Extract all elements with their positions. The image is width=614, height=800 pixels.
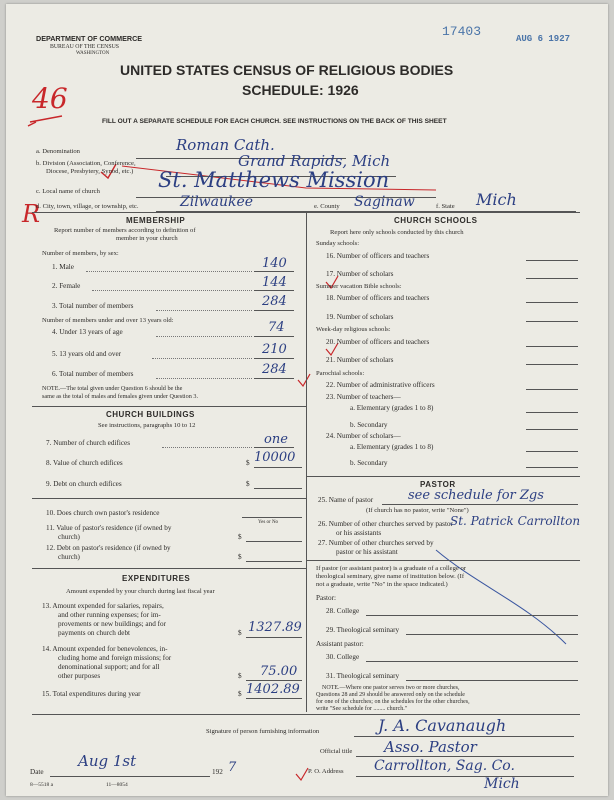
dot-leader xyxy=(156,378,252,379)
fill-instruction: FILL OUT A SEPARATE SCHEDULE FOR EACH CHURCH. SEE INSTRUCTIONS ON THE BACK OF THIS SHEET xyxy=(102,118,447,125)
pastor-note-2: Questions 28 and 29 should be answered only on the schedule xyxy=(316,692,465,698)
address-label: P. O. Address xyxy=(308,768,344,775)
q13-line-1: 13. Amount expended for salaries, repairs, xyxy=(42,602,164,610)
q15-dollar: $ xyxy=(238,690,242,698)
yes-no-hint: Yes or No xyxy=(258,520,279,525)
q12-line xyxy=(246,561,302,562)
under-13-value: 74 xyxy=(268,320,285,335)
q7-line xyxy=(254,447,294,448)
dot-leader xyxy=(92,290,252,291)
total-members-label: 3. Total number of members xyxy=(52,302,134,310)
year-value: 7 xyxy=(228,760,237,775)
serial-number: 17403 xyxy=(442,24,482,39)
q12-label-2: church) xyxy=(58,553,80,561)
address-value-2: Mich xyxy=(484,776,520,792)
city-value: Zilwaukee xyxy=(180,194,254,210)
official-title-value: Asso. Pastor xyxy=(384,738,477,756)
dot-leader xyxy=(156,310,252,311)
q14-line-3: denominational support; and for all xyxy=(58,663,160,671)
q8-value: 10000 xyxy=(254,450,296,465)
q18-label: 18. Number of officers and teachers xyxy=(326,294,430,302)
q14-line-4: other purposes xyxy=(58,672,101,680)
form-subtitle: SCHEDULE: 1926 xyxy=(242,82,359,98)
pastor-title: PASTOR xyxy=(420,480,456,489)
section-rule xyxy=(32,568,306,569)
membership-intro-2: member in your church xyxy=(116,235,178,242)
total-members-line xyxy=(254,310,294,311)
summer-schools-label: Summer vacation Bible schools: xyxy=(316,283,402,290)
q26-value: St. Patrick Carrollton xyxy=(450,514,581,528)
q28-label: 28. College xyxy=(326,607,360,615)
section-rule-bottom xyxy=(32,714,580,715)
q9-label: 9. Debt on church edifices xyxy=(46,480,122,488)
red-number: 46 xyxy=(32,82,68,115)
q10-label: 10. Does church own pastor's residence xyxy=(46,509,160,517)
q11-label-1: 11. Value of pastor's residence (if owned by xyxy=(46,524,172,532)
division-label-1: b. Division (Association, Conference, xyxy=(36,160,136,167)
signature-label: Signature of person furnishing information xyxy=(206,728,320,735)
buildings-title: CHURCH BUILDINGS xyxy=(106,410,195,419)
official-title-label: Official title xyxy=(320,748,353,755)
assistant-pastor-label: Assistant pastor: xyxy=(316,640,364,648)
county-value: Saginaw xyxy=(354,194,415,210)
q14-value: 75.00 xyxy=(260,664,298,679)
date-label: Date xyxy=(30,768,44,776)
census-schedule-sheet xyxy=(6,4,608,796)
q16-label: 16. Number of officers and teachers xyxy=(326,252,430,260)
q15-value-line xyxy=(246,698,302,699)
red-initial: R xyxy=(22,200,41,228)
city-name: WASHINGTON xyxy=(76,51,110,56)
age-intro-label: Number of members under and over 13 years old: xyxy=(42,317,174,324)
over-13-line xyxy=(254,358,294,359)
membership-note-2: same as the total of males and females given under Question 3. xyxy=(42,393,199,400)
schools-title: CHURCH SCHOOLS xyxy=(394,216,478,225)
column-divider xyxy=(306,212,307,712)
received-date-stamp: AUG 6 1927 xyxy=(516,34,571,44)
q25-note: (If church has no pastor, write "None") xyxy=(366,507,469,514)
section-rule-top xyxy=(32,212,580,213)
q15-value: 1402.89 xyxy=(246,682,300,697)
female-value: 144 xyxy=(262,275,287,290)
q23b-line xyxy=(526,429,578,430)
q14-line-1: 14. Amount expended for benevolences, in- xyxy=(42,645,168,653)
q8-dollar: $ xyxy=(246,459,250,467)
form-number: 8—5518 a xyxy=(30,782,54,788)
q9-dollar: $ xyxy=(246,480,250,488)
year-prefix: 192 xyxy=(212,768,223,776)
dot-leader xyxy=(86,271,252,272)
q23b-label: b. Secondary xyxy=(350,421,388,429)
female-line xyxy=(254,290,294,291)
signature-value: J. A. Cavanaugh xyxy=(378,716,507,735)
membership-title: MEMBERSHIP xyxy=(126,216,186,225)
address-value: Carrollton, Sag. Co. xyxy=(374,758,515,774)
denomination-value: Roman Cath. xyxy=(176,136,275,154)
under-13-label: 4. Under 13 years of age xyxy=(52,328,123,336)
q24b-line xyxy=(526,467,578,468)
total-members-age-value: 284 xyxy=(262,362,287,377)
section-rule xyxy=(306,476,580,477)
pastor-note-3: for one of the churches; on the schedules for the other churches, xyxy=(316,699,470,705)
dot-leader xyxy=(162,447,252,448)
q28-line xyxy=(366,615,578,616)
q30-label: 30. College xyxy=(326,653,360,661)
date-value: Aug 1st xyxy=(78,752,137,770)
q14-dollar: $ xyxy=(238,672,242,680)
q24b-label: b. Secondary xyxy=(350,459,388,467)
q25-value: see schedule for Zgs xyxy=(408,488,544,503)
q13-dollar: $ xyxy=(238,629,242,637)
form-title: UNITED STATES CENSUS OF RELIGIOUS BODIES xyxy=(120,62,454,78)
q16-line xyxy=(526,260,578,261)
q9-line xyxy=(254,488,302,489)
q20-label: 20. Number of officers and teachers xyxy=(326,338,430,346)
division-label-2: Diocese, Presbytery, Synod, etc.) xyxy=(46,168,134,175)
signature-line xyxy=(354,736,574,737)
q23a-label: a. Elementary (grades 1 to 8) xyxy=(350,404,434,412)
buildings-subtitle: See instructions, paragraphs 10 to 12 xyxy=(98,422,196,429)
pastor-label: Pastor: xyxy=(316,594,336,602)
female-label: 2. Female xyxy=(52,282,81,290)
q11-line xyxy=(246,541,302,542)
q14-line-2: cluding home and foreign missions; for xyxy=(58,654,172,662)
q24a-label: a. Elementary (grades 1 to 8) xyxy=(350,443,434,451)
q23-label: 23. Number of teachers— xyxy=(326,393,401,401)
q15-label: 15. Total expenditures during year xyxy=(42,690,141,698)
q22-label: 22. Number of administrative officers xyxy=(326,381,435,389)
q23a-line xyxy=(526,412,578,413)
over-13-value: 210 xyxy=(262,342,287,357)
q21-label: 21. Number of scholars xyxy=(326,356,394,364)
q7-label: 7. Number of church edifices xyxy=(46,439,131,447)
q20-line xyxy=(526,346,578,347)
dot-leader xyxy=(156,336,252,337)
q13-line-3: provements or new buildings; and for xyxy=(58,620,166,628)
q24a-line xyxy=(526,451,578,452)
over-13-label: 5. 13 years old and over xyxy=(52,350,122,358)
parochial-schools-label: Parochial schools: xyxy=(316,370,365,377)
q25-label: 25. Name of pastor xyxy=(318,496,374,504)
q29-label: 29. Theological seminary xyxy=(326,626,400,634)
sunday-schools-label: Sunday schools: xyxy=(316,240,360,247)
county-label: e. County xyxy=(314,203,340,210)
weekday-schools-label: Week-day religious schools: xyxy=(316,326,391,333)
q11-label-2: church) xyxy=(58,533,80,541)
graduate-note-1: If pastor (or assistant pastor) is a graduate of a college or xyxy=(316,565,466,572)
q21-line xyxy=(526,364,578,365)
q13-value: 1327.89 xyxy=(248,620,302,635)
q13-line-2: and other running expenses; for im- xyxy=(58,611,161,619)
print-number: 11—8054 xyxy=(106,782,128,788)
under-13-line xyxy=(254,336,294,337)
date-line xyxy=(50,776,210,777)
q24-label: 24. Number of scholars— xyxy=(326,432,401,440)
q22-line xyxy=(526,389,578,390)
expenditures-intro: Amount expended by your church during last fiscal year xyxy=(66,588,215,595)
address-line xyxy=(356,776,574,777)
q11-dollar: $ xyxy=(238,533,242,541)
schools-intro: Report here only schools conducted by this church xyxy=(330,229,464,236)
q19-label: 19. Number of scholars xyxy=(326,313,394,321)
male-label: 1. Male xyxy=(52,263,74,271)
local-name-value: St. Matthews Mission xyxy=(158,168,390,192)
q17-line xyxy=(526,278,578,279)
total-members-age-line xyxy=(254,378,294,379)
section-rule xyxy=(306,560,580,561)
expenditures-title: EXPENDITURES xyxy=(122,574,191,583)
q8-label: 8. Value of church edifices xyxy=(46,459,123,467)
denomination-label: a. Denomination xyxy=(36,148,80,155)
graduate-note-2: theological seminary, give name of institution below. (If xyxy=(316,573,465,580)
section-rule xyxy=(32,498,306,499)
q30-line xyxy=(366,661,578,662)
q17-label: 17. Number of scholars xyxy=(326,270,394,278)
city-label: d. City, town, village, or township, etc. xyxy=(36,203,139,210)
q10-line xyxy=(242,517,302,518)
local-name-label: c. Local name of church xyxy=(36,188,100,195)
q8-line xyxy=(254,467,302,468)
q27-label-2: pastor or his assistant xyxy=(336,548,398,556)
q25-line xyxy=(382,504,578,505)
official-title-line xyxy=(356,756,574,757)
q31-line xyxy=(406,680,578,681)
state-value: Mich xyxy=(476,190,517,209)
total-members-value: 284 xyxy=(262,294,287,309)
q18-line xyxy=(526,302,578,303)
pastor-note-4: write "See schedule for ........ church." xyxy=(316,706,408,712)
q14-value-line xyxy=(246,680,302,681)
state-label: f. State xyxy=(436,203,455,210)
membership-intro-1: Report number of members according to definition of xyxy=(54,227,196,234)
dept-name: DEPARTMENT OF COMMERCE xyxy=(36,34,143,43)
q7-value: one xyxy=(264,432,288,447)
q26-label-2: or his assistants xyxy=(336,529,382,537)
q29-line xyxy=(406,634,578,635)
bureau-name: BUREAU OF THE CENSUS xyxy=(50,44,119,50)
q31-label: 31. Theological seminary xyxy=(326,672,400,680)
male-line xyxy=(254,271,294,272)
membership-note-1: NOTE.—The total given under Question 6 should be the xyxy=(42,385,183,392)
members-by-sex-label: Number of members, by sex: xyxy=(42,250,119,257)
q12-dollar: $ xyxy=(238,553,242,561)
male-value: 140 xyxy=(262,256,287,271)
q26-label-1: 26. Number of other churches served by pastor xyxy=(318,520,453,528)
q13-line-4: payments on church debt xyxy=(58,629,131,637)
dot-leader xyxy=(152,358,252,359)
q19-line xyxy=(526,321,578,322)
pastor-note-1: NOTE.—Where one pastor serves two or more churches, xyxy=(322,685,460,691)
q12-label-1: 12. Debt on pastor's residence (if owned by xyxy=(46,544,171,552)
total-members-age-label: 6. Total number of members xyxy=(52,370,134,378)
graduate-note-3: not a graduate, write "No" in the space indicated.) xyxy=(316,581,448,588)
section-rule xyxy=(32,406,306,407)
q13-value-line xyxy=(246,637,302,638)
q27-label-1: 27. Number of other churches served by xyxy=(318,539,434,547)
division-value: Grand Rapids, Mich xyxy=(238,152,391,170)
